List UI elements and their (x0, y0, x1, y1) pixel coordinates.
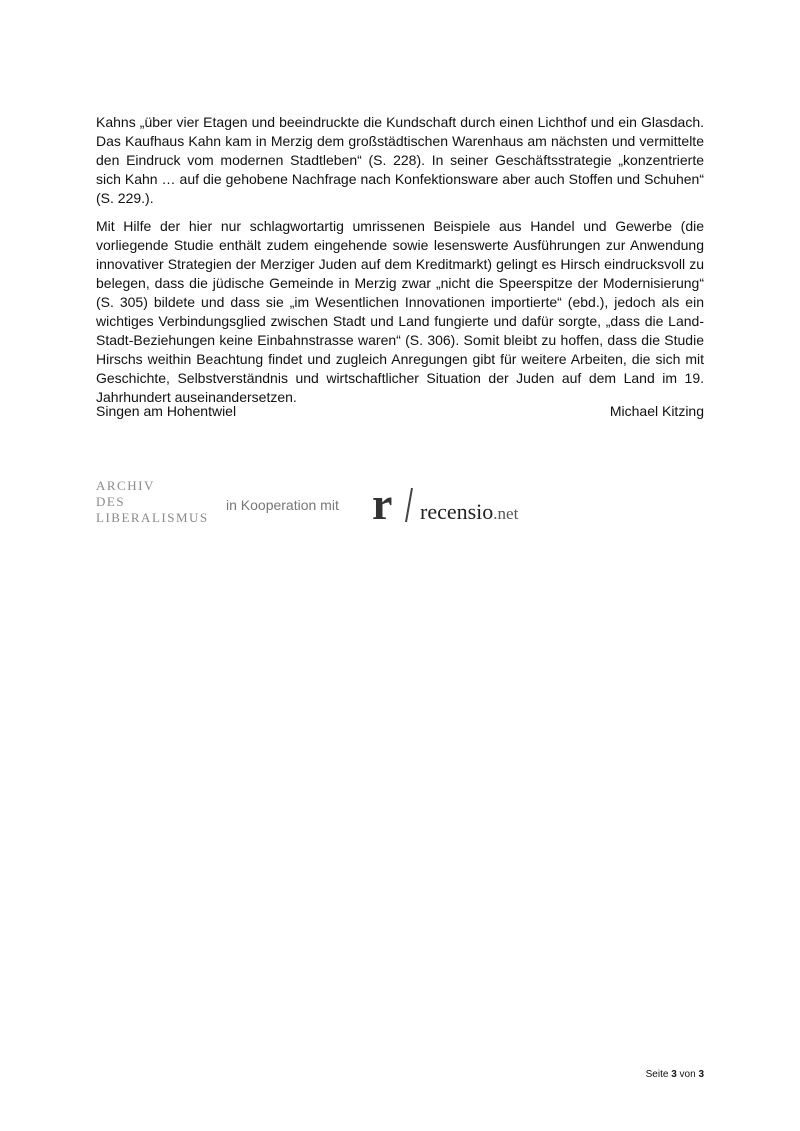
recensio-logo-text (420, 499, 519, 524)
recensio-logo-r: r (372, 484, 393, 524)
page-footer (646, 1069, 704, 1080)
page-separator: von (679, 1069, 696, 1080)
recensio-logo-slash (406, 488, 412, 522)
page-label: Seite (645, 1069, 669, 1080)
recensio-logo-name: recensio (420, 499, 494, 524)
signature-row (96, 403, 704, 423)
cooperation-text: in Kooperation mit (226, 497, 339, 513)
archiv-logo-line-3: LIBERALISMUS (96, 510, 209, 525)
page-total: 3 (698, 1069, 704, 1080)
recensio-logo-tld: .net (493, 504, 519, 523)
body-paragraph-2: Mit Hilfe der hier nur schlagwortartig umrissenen Beispiele aus Handel und Gewerbe (die vorliegende Studie enthält zudem eingehende sowie lesenswerte Ausführungen zur Anwendung innovativer Strategien der Merziger Juden auf dem Kreditmarkt) gelingt es Hirsch eindrucksvoll zu belegen, dass die jüdische Gemeinde in Merzig zwar „nicht die Speerspitze der Modernisierung“ (S. 305) bildete und dass sie „im Wesentlichen Innovationen importierte“ (ebd.), jedoch als ein wichtiges Verbindungsglied zwischen Stadt und Land fungierte und dafür sorgte, „dass die Land-Stadt-Beziehungen keine Einbahnstrasse waren“ (S. 306). Somit bleibt zu hoffen, dass die Studie Hirschs weithin Beachtung findet und zugleich Anregungen gibt für weitere Arbeiten, die sich mit Geschichte, Selbstverständnis und wirtschaftlicher Situation der Juden auf dem Land im 19. Jahrhundert auseinandersetzen. (96, 218, 704, 405)
page-current: 3 (671, 1069, 677, 1080)
signature-place: Singen am Hohentwiel (96, 403, 237, 419)
archiv-logo-line-1: ARCHIV (96, 478, 155, 493)
signature-author: Michael Kitzing (609, 403, 704, 419)
body-paragraph-1: Kahns „über vier Etagen und beeindruckte die Kundschaft durch einen Lichthof und ein Glasdach. Das Kaufhaus Kahn kam in Merzig dem großstädtischen Warenhaus am nächsten und vermittelte den Eindruck vom modernen Stadtleben“ (S. 228). In seiner Geschäftsstrategie „konzentrierte sich Kahn … auf die gehobene Nachfrage nach Konfektionsware aber auch Stoffen und Schuhen“ (S. 229.). (96, 114, 704, 206)
archiv-logo-line-2: DES (96, 494, 126, 509)
recensio-logo (372, 484, 552, 524)
archiv-des-liberalismus-logo (96, 478, 209, 526)
